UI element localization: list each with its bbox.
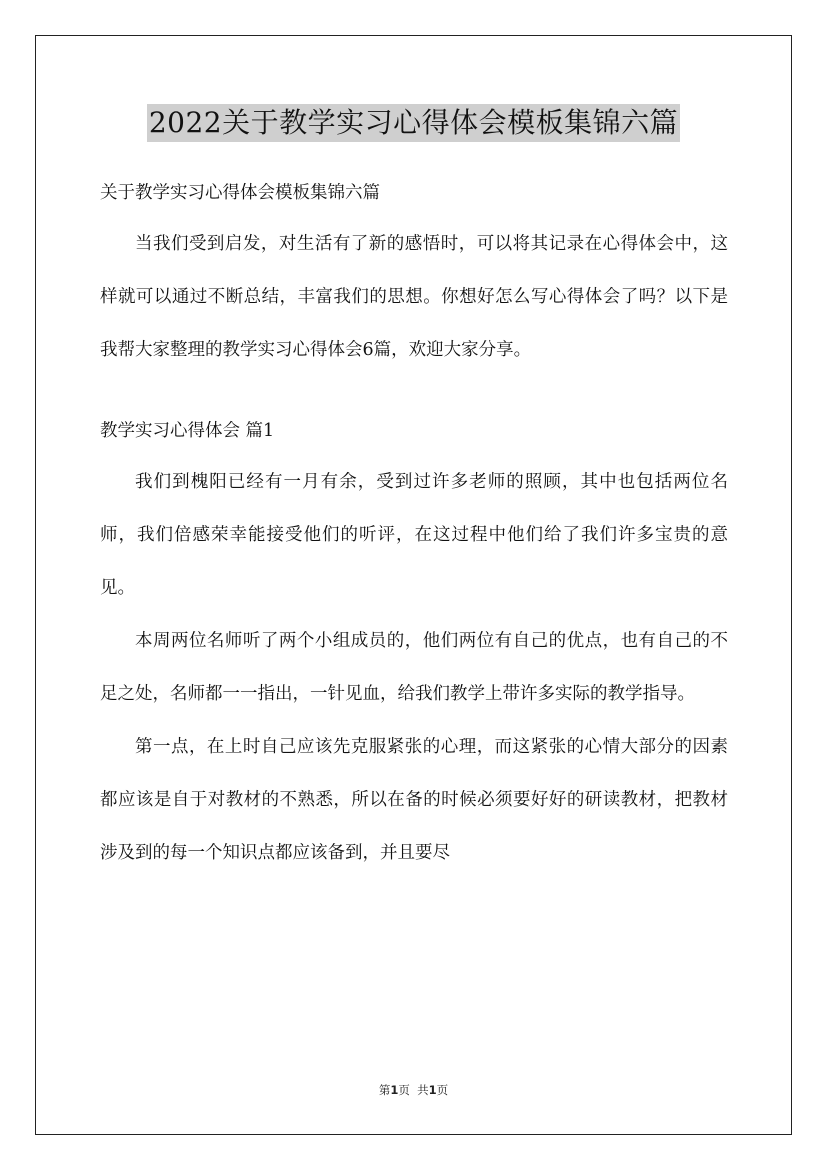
document-title: 2022关于教学实习心得体会模板集锦六篇 bbox=[147, 104, 680, 142]
spacer bbox=[100, 449, 728, 456]
document-body bbox=[100, 175, 728, 880]
section-heading: 教学实习心得体会 篇1 bbox=[100, 421, 275, 441]
spacer bbox=[100, 211, 728, 218]
body-paragraph-2: 本周两位名师听了两个小组成员的，他们两位有自己的优点，也有自己的不足之处，名师都一一指出，一针见血，给我们教学上带许多实际的教学指导。 bbox=[100, 631, 728, 704]
page-footer bbox=[0, 1082, 827, 1098]
footer-total-prefix: 共 bbox=[417, 1083, 429, 1097]
footer-total-suffix: 页 bbox=[436, 1083, 449, 1097]
footer-page-prefix: 第 bbox=[378, 1083, 391, 1097]
footer-page-suffix: 页 bbox=[398, 1083, 410, 1097]
footer-page-number: 1 bbox=[390, 1083, 399, 1097]
spacer bbox=[100, 377, 728, 413]
intro-paragraph: 当我们受到启发，对生活有了新的感悟时，可以将其记录在心得体会中，这样就可以通过不断总结，丰富我们的思想。你想好怎么写心得体会了吗？以下是我帮大家整理的教学实习心得体会6篇，欢迎大家分享。 bbox=[100, 234, 728, 360]
footer-total-number: 1 bbox=[428, 1083, 437, 1097]
title-wrap bbox=[0, 104, 827, 142]
body-paragraph-1: 我们到槐阳已经有一月有余，受到过许多老师的照顾，其中也包括两位名师，我们倍感荣幸能接受他们的听评，在这过程中他们给了我们许多宝贵的意见。 bbox=[100, 472, 728, 598]
document-subtitle: 关于教学实习心得体会模板集锦六篇 bbox=[100, 183, 380, 203]
body-paragraph-3: 第一点，在上时自己应该先克服紧张的心理，而这紧张的心情大部分的因素都应该是自于对教材的不熟悉，所以在备的时候必须要好好的研读教材，把教材涉及到的每一个知识点都应该备到，并且要尽 bbox=[100, 737, 728, 863]
